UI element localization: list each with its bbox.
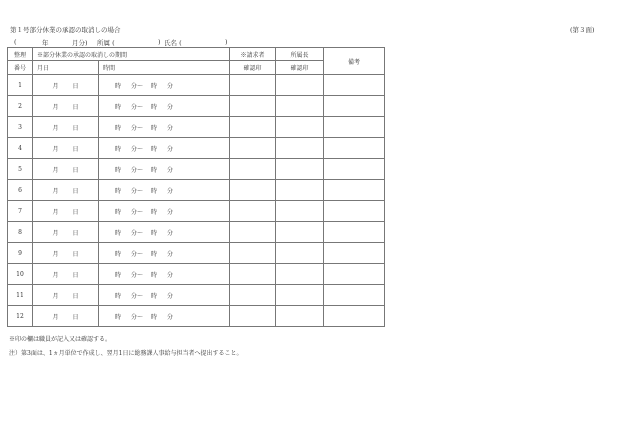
hour-start-label: 時: [115, 250, 122, 258]
time-cell[interactable]: [99, 201, 230, 222]
table-row: [8, 306, 385, 327]
hour-start-label: 時: [115, 166, 122, 174]
chief-seal-cell[interactable]: [276, 117, 324, 138]
page-label: (第３面): [570, 26, 595, 34]
month-field[interactable]: 月分): [72, 39, 88, 47]
day-label: 日: [72, 208, 79, 216]
hour-end-label: 時: [151, 292, 158, 300]
row-number: 6: [8, 180, 33, 201]
requester-seal-cell[interactable]: [230, 264, 276, 285]
date-header: 月日: [33, 61, 99, 75]
hour-start-label: 時: [115, 103, 122, 111]
table-row: [8, 96, 385, 117]
hour-end-label: 時: [151, 103, 158, 111]
day-label: 日: [72, 145, 79, 153]
minute-end-label: 分: [167, 124, 174, 132]
date-cell[interactable]: [33, 96, 99, 117]
minute-end-label: 分: [167, 145, 174, 153]
remarks-cell[interactable]: [324, 222, 385, 243]
hour-start-label: 時: [115, 313, 122, 321]
remarks-cell[interactable]: [324, 138, 385, 159]
minute-start-label: 分～: [131, 145, 144, 153]
date-cell[interactable]: [33, 306, 99, 327]
time-cell[interactable]: [99, 306, 230, 327]
chief-header-top: 所属長: [276, 48, 324, 61]
time-cell[interactable]: [99, 243, 230, 264]
chief-seal-cell[interactable]: [276, 159, 324, 180]
hour-end-label: 時: [151, 208, 158, 216]
time-cell[interactable]: [99, 75, 230, 96]
requester-header-top: ※請求者: [230, 48, 276, 61]
month-label: 月: [52, 229, 59, 237]
hour-end-label: 時: [151, 313, 158, 321]
date-cell[interactable]: [33, 201, 99, 222]
chief-seal-cell[interactable]: [276, 201, 324, 222]
table-row: [8, 75, 385, 96]
time-cell[interactable]: [99, 117, 230, 138]
date-cell[interactable]: [33, 159, 99, 180]
chief-seal-cell[interactable]: [276, 75, 324, 96]
row-number: 1: [8, 75, 33, 96]
remarks-cell[interactable]: [324, 96, 385, 117]
hour-end-label: 時: [151, 187, 158, 195]
day-label: 日: [72, 166, 79, 174]
table-row: [8, 159, 385, 180]
hour-start-label: 時: [115, 292, 122, 300]
minute-end-label: 分: [167, 82, 174, 90]
period-header: ※部分休業の承認の取消しの期間: [33, 48, 230, 61]
table-row: [8, 285, 385, 306]
hour-end-label: 時: [151, 145, 158, 153]
dept-label: 所属 (: [97, 39, 115, 47]
month-label: 月: [52, 124, 59, 132]
minute-start-label: 分～: [131, 250, 144, 258]
month-label: 月: [52, 187, 59, 195]
day-label: 日: [72, 292, 79, 300]
minute-end-label: 分: [167, 103, 174, 111]
time-cell[interactable]: [99, 159, 230, 180]
minute-end-label: 分: [167, 271, 174, 279]
remarks-cell[interactable]: [324, 117, 385, 138]
row-number: 8: [8, 222, 33, 243]
minute-end-label: 分: [167, 292, 174, 300]
remarks-cell[interactable]: [324, 285, 385, 306]
minute-end-label: 分: [167, 229, 174, 237]
minute-start-label: 分～: [131, 103, 144, 111]
day-label: 日: [72, 124, 79, 132]
chief-seal-cell[interactable]: [276, 96, 324, 117]
table-row: [8, 201, 385, 222]
note-mark-explanation: ※印の欄は職員が記入又は確認する。: [9, 336, 112, 343]
minute-end-label: 分: [167, 313, 174, 321]
requester-header-bottom: 確認印: [230, 61, 276, 75]
requester-seal-cell[interactable]: [230, 75, 276, 96]
note-submission: 注）第3面は、1ヵ月単位で作成し、翌月1日に総務課人事給与担当者へ提出すること。: [9, 350, 243, 357]
minute-start-label: 分～: [131, 82, 144, 90]
minute-start-label: 分～: [131, 166, 144, 174]
date-cell[interactable]: [33, 117, 99, 138]
requester-seal-cell[interactable]: [230, 159, 276, 180]
requester-seal-cell[interactable]: [230, 285, 276, 306]
day-label: 日: [72, 271, 79, 279]
table-row: [8, 180, 385, 201]
hour-start-label: 時: [115, 208, 122, 216]
time-cell[interactable]: [99, 96, 230, 117]
hour-end-label: 時: [151, 250, 158, 258]
day-label: 日: [72, 187, 79, 195]
date-cell[interactable]: [33, 222, 99, 243]
requester-seal-cell[interactable]: [230, 180, 276, 201]
row-number: 9: [8, 243, 33, 264]
row-number: 10: [8, 264, 33, 285]
minute-end-label: 分: [167, 187, 174, 195]
requester-seal-cell[interactable]: [230, 138, 276, 159]
requester-seal-cell[interactable]: [230, 201, 276, 222]
time-cell[interactable]: [99, 264, 230, 285]
form-title: 第１号部分休業の承認の取消しの場合: [10, 26, 121, 34]
chief-seal-cell[interactable]: [276, 306, 324, 327]
table-row: [8, 138, 385, 159]
remarks-cell[interactable]: [324, 159, 385, 180]
date-cell[interactable]: [33, 180, 99, 201]
minute-start-label: 分～: [131, 271, 144, 279]
time-cell[interactable]: [99, 138, 230, 159]
requester-seal-cell[interactable]: [230, 117, 276, 138]
chief-seal-cell[interactable]: [276, 243, 324, 264]
minute-end-label: 分: [167, 166, 174, 174]
table-row: [8, 243, 385, 264]
chief-seal-cell[interactable]: [276, 222, 324, 243]
month-label: 月: [52, 82, 59, 90]
date-cell[interactable]: [33, 264, 99, 285]
day-label: 日: [72, 103, 79, 111]
date-cell[interactable]: [33, 285, 99, 306]
day-label: 日: [72, 250, 79, 258]
remarks-cell[interactable]: [324, 180, 385, 201]
day-label: 日: [72, 229, 79, 237]
row-number: 4: [8, 138, 33, 159]
month-label: 月: [52, 292, 59, 300]
month-label: 月: [52, 145, 59, 153]
remarks-cell[interactable]: [324, 264, 385, 285]
hour-start-label: 時: [115, 271, 122, 279]
date-cell[interactable]: [33, 75, 99, 96]
minute-start-label: 分～: [131, 208, 144, 216]
table-row: [8, 264, 385, 285]
hour-end-label: 時: [151, 271, 158, 279]
date-cell[interactable]: [33, 243, 99, 264]
minute-start-label: 分～: [131, 313, 144, 321]
requester-seal-cell[interactable]: [230, 306, 276, 327]
chief-seal-cell[interactable]: [276, 285, 324, 306]
month-label: 月: [52, 103, 59, 111]
month-label: 月: [52, 271, 59, 279]
requester-seal-cell[interactable]: [230, 96, 276, 117]
hour-end-label: 時: [151, 229, 158, 237]
hour-start-label: 時: [115, 229, 122, 237]
open-paren: (: [14, 38, 17, 46]
number-header-bottom: 番号: [8, 61, 33, 75]
requester-seal-cell[interactable]: [230, 222, 276, 243]
year-field[interactable]: 年: [42, 39, 49, 47]
number-header-top: 整理: [8, 48, 33, 61]
hour-end-label: 時: [151, 82, 158, 90]
day-label: 日: [72, 313, 79, 321]
time-cell[interactable]: [99, 285, 230, 306]
remarks-cell[interactable]: [324, 75, 385, 96]
hour-end-label: 時: [151, 124, 158, 132]
month-label: 月: [52, 166, 59, 174]
minute-start-label: 分～: [131, 124, 144, 132]
time-cell[interactable]: [99, 222, 230, 243]
minute-start-label: 分～: [131, 292, 144, 300]
row-number: 2: [8, 96, 33, 117]
hour-start-label: 時: [115, 124, 122, 132]
row-number: 3: [8, 117, 33, 138]
time-cell[interactable]: [99, 180, 230, 201]
remarks-cell[interactable]: [324, 201, 385, 222]
chief-header-bottom: 確認印: [276, 61, 324, 75]
time-header: 時間: [99, 61, 230, 75]
chief-seal-cell[interactable]: [276, 264, 324, 285]
month-label: 月: [52, 208, 59, 216]
hour-start-label: 時: [115, 82, 122, 90]
remarks-cell[interactable]: [324, 306, 385, 327]
month-label: 月: [52, 313, 59, 321]
table-row: [8, 222, 385, 243]
hour-end-label: 時: [151, 166, 158, 174]
hour-start-label: 時: [115, 145, 122, 153]
requester-seal-cell[interactable]: [230, 243, 276, 264]
name-close: ): [225, 38, 228, 46]
minute-start-label: 分～: [131, 229, 144, 237]
minute-end-label: 分: [167, 208, 174, 216]
date-cell[interactable]: [33, 138, 99, 159]
cancellation-table: [7, 47, 385, 327]
chief-seal-cell[interactable]: [276, 180, 324, 201]
chief-seal-cell[interactable]: [276, 138, 324, 159]
minute-end-label: 分: [167, 250, 174, 258]
row-number: 12: [8, 306, 33, 327]
row-number: 11: [8, 285, 33, 306]
dept-close: ): [158, 38, 161, 46]
remarks-cell[interactable]: [324, 243, 385, 264]
minute-start-label: 分～: [131, 187, 144, 195]
remarks-header: 備考: [324, 48, 385, 75]
name-label: 氏名 (: [164, 39, 182, 47]
hour-start-label: 時: [115, 187, 122, 195]
day-label: 日: [72, 82, 79, 90]
row-number: 7: [8, 201, 33, 222]
table-row: [8, 117, 385, 138]
row-number: 5: [8, 159, 33, 180]
month-label: 月: [52, 250, 59, 258]
